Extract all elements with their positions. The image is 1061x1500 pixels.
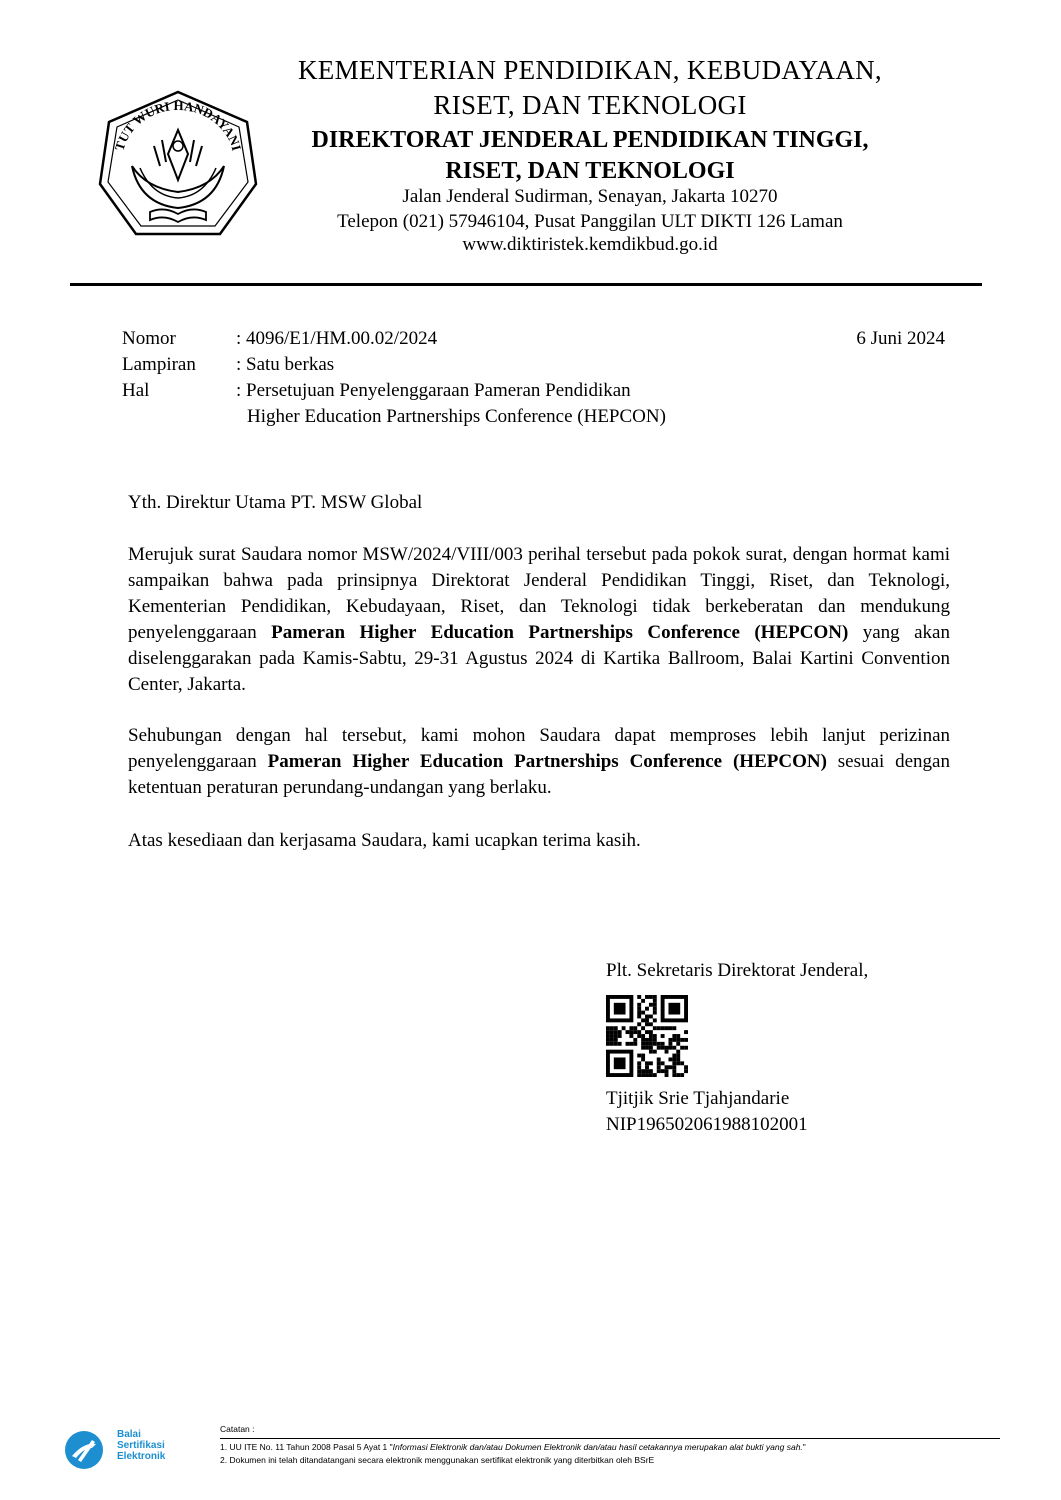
paragraph-1: [128, 542, 950, 698]
footer-divider: [220, 1438, 1000, 1439]
footer-note-1: [220, 1442, 806, 1452]
paragraph-3: Atas kesediaan dan kerjasama Saudara, kami ucapkan terima kasih.: [128, 830, 641, 851]
paragraph-1-text-a: Merujuk surat Saudara nomor MSW/2024/VIII/003 perihal tersebut pada pokok surat, dengan hormat kami sampaikan bahwa pada prinsipnya Direktorat Jenderal Pendidikan Tinggi, Riset, dan Teknologi, Kementerian Pendidikan, Kebudayaan, Riset, dan Teknologi tidak berkeberatan dan mendukung penyelenggaraan: [128, 544, 950, 643]
qr-code-icon: [606, 995, 688, 1077]
hal-label: Hal: [122, 380, 150, 401]
letterhead-address: Jalan Jenderal Sudirman, Senayan, Jakarta 10270: [402, 186, 778, 207]
signatory-title: Plt. Sekretaris Direktorat Jenderal,: [606, 960, 869, 981]
letterhead-website: www.diktiristek.kemdikbud.go.id: [462, 234, 718, 255]
tut-wuri-handayani-logo: [92, 84, 264, 244]
letter-date: 6 Juni 2024: [856, 328, 945, 349]
directorate-name-line2: RISET, DAN TEKNOLOGI: [445, 158, 735, 184]
bsre-logo-text: [117, 1429, 165, 1462]
directorate-name-line1: DIREKTORAT JENDERAL PENDIDIKAN TINGGI,: [311, 127, 869, 153]
svg-text:TUT WURI HANDAYANI: [112, 98, 245, 152]
footer-note-2: 2. Dokumen ini telah ditandatangani secara elektronik menggunakan sertifikat elektronik yang diterbitkan oleh BSrE: [220, 1455, 655, 1465]
hal-value-line1: : Persetujuan Penyelenggaraan Pameran Pendidikan: [236, 380, 631, 401]
note1-quote: Informasi Elektronik dan/atau Dokumen Elektronik dan/atau hasil cetakannya merupakan alat bukti yang sah.: [392, 1442, 803, 1452]
letterhead-phone: Telepon (021) 57946104, Pusat Panggilan ULT DIKTI 126 Laman: [337, 211, 843, 232]
signatory-name: Tjitjik Srie Tjahjandarie: [606, 1088, 790, 1109]
paragraph-1-text-b: yang akan diselenggarakan pada Kamis-Sabtu, 29-31 Agustus 2024 di Kartika Ballroom, Balai Kartini Convention Center, Jakarta.: [128, 622, 950, 695]
lampiran-label: Lampiran: [122, 354, 196, 375]
note1-prefix: 1. UU ITE No. 11 Tahun 2008 Pasal 5 Ayat 1 ": [220, 1442, 393, 1452]
letterhead-divider: [70, 283, 982, 286]
bsre-line3: Elektronik: [117, 1451, 166, 1462]
hal-value-line2: Higher Education Partnerships Conference (HEPCON): [247, 406, 666, 427]
salutation: Yth. Direktur Utama PT. MSW Global: [128, 492, 423, 513]
signatory-nip: NIP196502061988102001: [606, 1114, 808, 1135]
paragraph-2: [128, 723, 950, 801]
logo-motto: TUT WURI HANDAYANI: [111, 97, 245, 153]
paragraph-2-event-name: Pameran Higher Education Partnerships Conference (HEPCON): [267, 751, 827, 772]
bsre-line1: Balai: [117, 1429, 141, 1440]
paragraph-2-text-a: Sehubungan dengan hal tersebut, kami mohon Saudara dapat memproses lebih lanjut perizinan penyelenggaraan: [128, 725, 950, 772]
ministry-name-line1: KEMENTERIAN PENDIDIKAN, KEBUDAYAAN,: [298, 55, 882, 85]
paragraph-2-text-b: sesuai dengan ketentuan peraturan perundang-undangan yang berlaku.: [128, 751, 950, 798]
note1-suffix: ": [802, 1442, 806, 1452]
nomor-value: : 4096/E1/HM.00.02/2024: [236, 328, 438, 349]
bsre-line2: Sertifikasi: [117, 1440, 165, 1451]
lampiran-value: : Satu berkas: [236, 354, 335, 375]
nomor-label: Nomor: [122, 328, 176, 349]
catatan-label: Catatan :: [220, 1424, 255, 1434]
ministry-name-line2: RISET, DAN TEKNOLOGI: [433, 90, 747, 120]
paragraph-1-event-name: Pameran Higher Education Partnerships Conference (HEPCON): [271, 622, 849, 643]
